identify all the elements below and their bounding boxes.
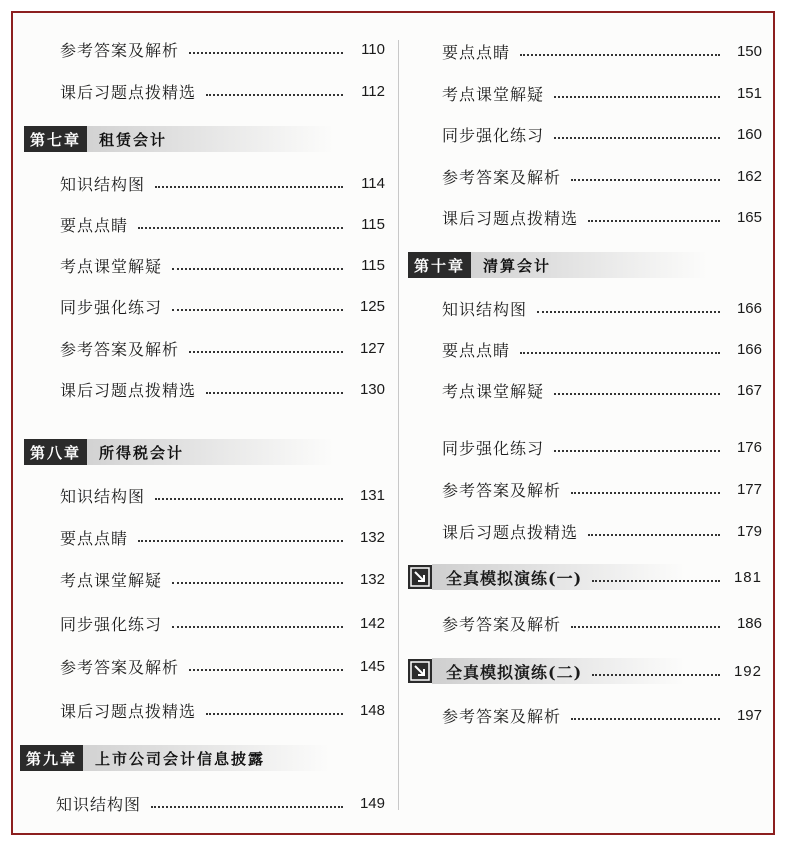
toc-entry[interactable] [56,790,385,816]
dot-leader [138,226,343,229]
dot-leader [571,717,720,720]
toc-entry-page: 179 [736,522,762,540]
toc-entry-label: 参考答案及解析 [60,657,180,677]
toc-entry[interactable] [60,524,385,550]
toc-entry-label: 要点点睛 [60,528,129,548]
toc-entry[interactable] [60,78,385,104]
mock-exam-title: 全真模拟演练(一) [446,568,583,588]
toc-entry-page: 160 [736,125,762,143]
corner-arrow-icon [408,659,432,683]
toc-entry-page: 115 [361,215,385,233]
toc-entry-page: 132 [359,528,385,546]
toc-entry-label: 课后习题点拨精选 [442,208,579,228]
toc-entry-label: 课后习题点拨精选 [60,380,197,400]
toc-entry[interactable] [60,36,385,62]
toc-entry-page: 114 [361,174,385,192]
dot-leader [554,136,720,139]
toc-entry[interactable] [60,293,385,319]
toc-entry[interactable] [60,566,385,592]
toc-entry-page: 166 [736,340,762,358]
toc-entry-page: 142 [359,614,385,632]
toc-entry-label: 课后习题点拨精选 [60,82,197,102]
toc-entry-label: 参考答案及解析 [442,167,562,187]
toc-entry-label: 考点课堂解疑 [60,256,163,276]
toc-entry[interactable] [60,335,385,361]
chapter-heading-9[interactable] [20,745,330,771]
mock-exam-band [432,564,730,590]
toc-entry-label: 课后习题点拨精选 [60,701,197,721]
toc-entry-label: 参考答案及解析 [442,614,562,634]
toc-entry-label: 同步强化练习 [442,438,545,458]
chapter-number: 第十章 [408,252,471,278]
toc-entry-page: 127 [359,339,385,357]
toc-entry-page: 130 [359,380,385,398]
chapter-title: 清算会计 [483,256,552,275]
toc-entry-label: 考点课堂解疑 [60,570,163,590]
mock-exam-heading-2[interactable] [408,658,762,684]
dot-leader [592,673,720,676]
dot-leader [155,185,343,188]
toc-entry-label: 要点点睛 [60,215,129,235]
toc-entry-label: 知识结构图 [60,486,146,506]
toc-entry-label: 参考答案及解析 [60,339,180,359]
dot-leader [571,491,720,494]
dot-leader [520,351,720,354]
toc-entry[interactable] [60,211,385,237]
toc-entry[interactable] [60,482,385,508]
dot-leader [554,392,720,395]
toc-entry[interactable] [442,295,762,321]
mock-exam-title: 全真模拟演练(二) [446,662,583,682]
chapter-title: 租赁会计 [99,130,168,149]
dot-leader [588,219,720,222]
toc-entry-page: 177 [736,480,762,498]
dot-leader [588,533,720,536]
mock-exam-page: 181 [733,568,762,586]
toc-entry[interactable] [442,336,762,362]
dot-leader [537,310,720,313]
toc-entry-label: 知识结构图 [442,299,528,319]
dot-leader [189,51,343,54]
toc-entry-label: 要点点睛 [442,42,511,62]
dot-leader [554,449,720,452]
toc-entry[interactable] [60,697,385,723]
toc-entry-label: 同步强化练习 [60,297,163,317]
dot-leader [189,668,343,671]
toc-entry-label: 参考答案及解析 [442,480,562,500]
toc-entry-label: 参考答案及解析 [442,706,562,726]
toc-entry-page: 186 [736,614,762,632]
toc-entry[interactable] [60,252,385,278]
toc-entry-label: 考点课堂解疑 [442,84,545,104]
toc-entry-page: 125 [359,297,385,315]
chapter-number: 第七章 [24,126,87,152]
toc-entry[interactable] [442,80,762,106]
toc-entry-page: 151 [736,84,762,102]
toc-entry[interactable] [442,121,762,147]
toc-entry-label: 知识结构图 [60,174,146,194]
dot-leader [138,539,343,542]
dot-leader [571,625,720,628]
dot-leader [155,497,343,500]
chapter-title: 上市公司会计信息披露 [95,749,266,768]
dot-leader [206,93,343,96]
toc-entry[interactable] [442,702,762,728]
toc-entry-label: 知识结构图 [56,794,142,814]
toc-entry-page: 149 [359,794,385,812]
dot-leader [206,712,343,715]
toc-entry[interactable] [442,434,762,460]
toc-entry[interactable] [60,170,385,196]
toc-entry-page: 148 [359,701,385,719]
chapter-heading-8[interactable] [24,439,334,465]
toc-entry-label: 参考答案及解析 [60,40,180,60]
toc-entry[interactable] [442,38,762,64]
dot-leader [172,581,343,584]
toc-entry[interactable] [442,377,762,403]
column-divider [398,40,399,810]
toc-entry-label: 同步强化练习 [60,614,163,634]
toc-entry-page: 150 [736,42,762,60]
chapter-title: 所得税会计 [99,443,185,462]
toc-entry-page: 166 [736,299,762,317]
dot-leader [592,579,720,582]
corner-arrow-icon [408,565,432,589]
toc-entry-page: 115 [361,256,385,274]
toc-entry-page: 112 [361,82,385,100]
toc-entry[interactable] [442,518,762,544]
dot-leader [571,178,720,181]
toc-entry-page: 132 [359,570,385,588]
dot-leader [520,53,720,56]
toc-entry-label: 考点课堂解疑 [442,381,545,401]
toc-entry[interactable] [442,476,762,502]
dot-leader [172,625,343,628]
dot-leader [206,391,343,394]
toc-entry[interactable] [442,163,762,189]
chapter-number: 第八章 [24,439,87,465]
toc-entry-page: 110 [361,40,385,58]
mock-exam-heading-1[interactable] [408,564,762,590]
toc-entry-page: 176 [736,438,762,456]
toc-entry-page: 165 [736,208,762,226]
toc-entry-page: 145 [359,657,385,675]
toc-entry[interactable] [60,610,385,636]
toc-entry[interactable] [60,376,385,402]
dot-leader [151,805,343,808]
toc-entry-page: 131 [359,486,385,504]
chapter-heading-10[interactable] [408,252,708,278]
toc-entry-label: 要点点睛 [442,340,511,360]
toc-entry[interactable] [60,653,385,679]
dot-leader [554,95,720,98]
toc-entry-page: 197 [736,706,762,724]
toc-entry-page: 167 [736,381,762,399]
toc-entry[interactable] [442,204,762,230]
toc-entry-page: 162 [736,167,762,185]
chapter-number: 第九章 [20,745,83,771]
toc-entry-label: 同步强化练习 [442,125,545,145]
chapter-heading-7[interactable] [24,126,334,152]
dot-leader [172,308,343,311]
mock-exam-page: 192 [733,662,762,680]
toc-entry[interactable] [442,610,762,636]
dot-leader [189,350,343,353]
mock-exam-band [432,658,730,684]
dot-leader [172,267,343,270]
toc-entry-label: 课后习题点拨精选 [442,522,579,542]
